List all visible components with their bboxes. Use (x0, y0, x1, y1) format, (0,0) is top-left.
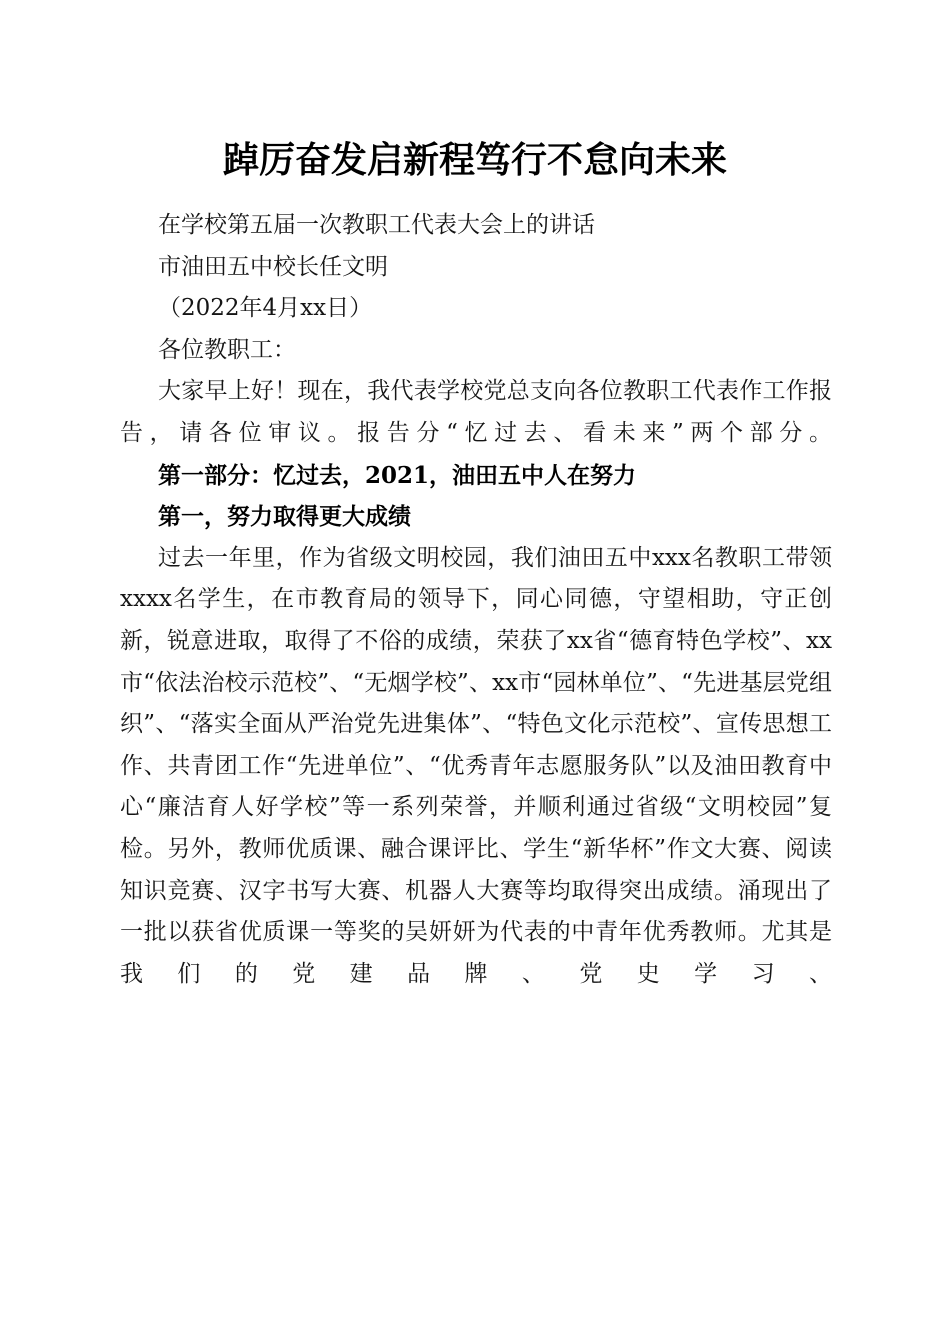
speaker-line: 市油田五中校长任文明 (158, 253, 388, 280)
salutation: 各位教职工： (158, 336, 296, 363)
speech-subtitle: 在学校第五届一次教职工代表大会上的讲话 (158, 212, 595, 238)
document-title: 踔厉奋发启新程笃行不怠向未来 (222, 139, 727, 181)
date-line: （2022年4月xx日） (158, 295, 373, 322)
section1-heading: 第一，努力取得更大成绩 (158, 503, 411, 531)
body-paragraph: 过去一年里，作为省级文明校园，我们油田五中xxx名教职工带领xxxx名学生，在市教育局的领导下，同心同德，守望相助，守正创新，锐意进取，取得了不俗的成绩，荣获了xx省“德育特色学校”、xx市“依法治校示范校”、“无烟学校”、xx市“园林单位”、“先进基层党组织”、“落实全面从严治党先进集体”、“特色文化示范校”、宣传思想工作、共青团工作“先进单位”、“优秀青年志愿服务队”以及油田教育中心“廉洁育人好学校”等一系列荣誉，并顺利通过省级“文明校园”复检。另外，教师优质课、融合课评比、学生“新华杯”作文大赛、阅读知识竞赛、汉字书写大赛、机器人大赛等均取得突出成绩。涌现出了一批以获省优质课一等奖的吴妍妍为代表的中青年优秀教师。尤其是我们的党建品牌、党史学习、 (120, 544, 832, 987)
document-body (120, 205, 832, 995)
intro-paragraph: 大家早上好！现在，我代表学校党总支向各位教职工代表作工作报告，请各位审议。报告分“忆过去、看未来”两个部分。 (120, 378, 832, 446)
part1-heading: 第一部分：忆过去，2021，油田五中人在努力 (158, 461, 637, 489)
